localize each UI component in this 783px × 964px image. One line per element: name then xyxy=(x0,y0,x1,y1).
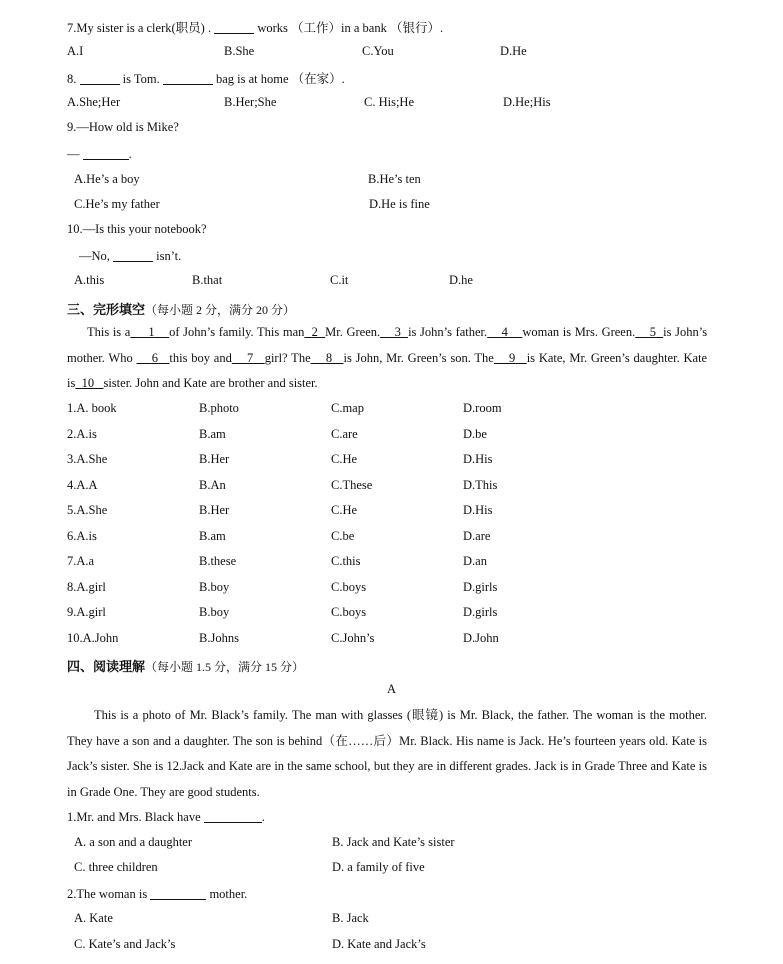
cloze-item-10-option-c[interactable]: C.John’s xyxy=(331,630,375,645)
q10-answer-part2: isn’t. xyxy=(153,249,182,263)
cloze-item-2-option-d[interactable]: D.be xyxy=(463,426,487,441)
passage-text: girl? The xyxy=(264,350,311,365)
cloze-item-9-option-d[interactable]: D.girls xyxy=(463,605,498,619)
rq2-option-d[interactable]: D. Kate and Jack’s xyxy=(332,937,426,951)
cloze-item-4-option-a[interactable]: 4.A.A xyxy=(67,477,98,492)
cloze-blank-1[interactable] xyxy=(130,325,169,339)
q8-stem-part2: bag is at home （在家）. xyxy=(212,72,345,86)
section-3-title: 三、完形填空 xyxy=(67,303,146,318)
blank-number: 7 xyxy=(247,350,254,365)
q9-option-d[interactable]: D.He is fine xyxy=(369,197,430,211)
cloze-item-6-option-a[interactable]: 6.A.is xyxy=(67,528,97,543)
cloze-blank-5[interactable] xyxy=(635,325,663,339)
cloze-blank-4[interactable] xyxy=(487,325,522,339)
reading-passage-text: This is a photo of Mr. Black’s family. The man with glasses (眼镜) is Mr. Black, the father. The woman is the mother. They have a son and a daughter. The son is behind（在……后）Mr. Black. His name is Jack. He’s fourteen years old. Kate is Jack’s sister. She is 12.Jack and Kate are in the same school, but they are in different grades. Jack is in Grade Three and Kate is in Grade One. They are good students. xyxy=(67,708,707,799)
rq2-option-c[interactable]: C. Kate’s and Jack’s xyxy=(74,937,176,951)
q10-answer-line xyxy=(79,248,181,264)
passage-text: sister. John and Kate are brother and sister. xyxy=(103,376,318,390)
blank-number: 3 xyxy=(394,325,401,339)
q8-option-b[interactable]: B.Her;She xyxy=(224,95,277,109)
rq1-option-b[interactable]: B. Jack and Kate’s sister xyxy=(332,835,455,849)
cloze-blank-2[interactable] xyxy=(304,325,325,339)
question-8-stem xyxy=(67,69,345,87)
q8-number: 8. xyxy=(67,72,77,86)
passage-text: of John’s family. This man xyxy=(169,325,305,339)
q7-option-a[interactable]: A.I xyxy=(67,44,84,58)
cloze-item-4-option-b[interactable]: B.An xyxy=(199,477,226,492)
question-7-stem xyxy=(67,18,443,36)
cloze-item-4-option-c[interactable]: C.These xyxy=(331,477,373,492)
blank-number: 10 xyxy=(81,376,95,390)
q9-answer-line xyxy=(67,146,132,162)
cloze-item-2-option-c[interactable]: C.are xyxy=(331,426,358,441)
cloze-item-1-option-a[interactable]: 1.A. book xyxy=(67,401,117,415)
q7-option-c[interactable]: C.You xyxy=(362,44,394,58)
rq1-stem-part2: . xyxy=(261,810,265,824)
rq1-option-d[interactable]: D. a family of five xyxy=(332,860,425,874)
q10-option-a[interactable]: A.this xyxy=(74,273,105,287)
passage-text: is John’s mother. Who xyxy=(67,325,708,365)
cloze-item-5-option-a[interactable]: 5.A.She xyxy=(67,503,108,517)
blank-number: 2 xyxy=(311,325,318,339)
blank-number: 5 xyxy=(649,325,656,339)
section-4-heading xyxy=(67,656,304,675)
reading-question-1 xyxy=(67,809,265,825)
q9-option-b[interactable]: B.He’s ten xyxy=(368,172,421,186)
section-4-note: （每小题 1.5 分，满分 15 分） xyxy=(145,660,305,674)
cloze-item-3-option-c[interactable]: C.He xyxy=(331,452,358,466)
passage-label: A xyxy=(386,682,397,696)
cloze-item-8-option-a[interactable]: 8.A.girl xyxy=(67,579,106,594)
cloze-item-5-option-b[interactable]: B.Her xyxy=(199,503,230,517)
cloze-item-7-option-d[interactable]: D.an xyxy=(463,554,487,568)
passage-text: is Kate, Mr. Green’s daughter. Kate is xyxy=(67,350,708,390)
cloze-item-6-option-d[interactable]: D.are xyxy=(463,528,491,543)
rq2-option-b[interactable]: B. Jack xyxy=(332,911,369,925)
blank-number: 8 xyxy=(325,350,333,365)
cloze-blank-10[interactable] xyxy=(75,376,103,390)
cloze-item-9-option-a[interactable]: 9.A.girl xyxy=(67,605,106,619)
cloze-item-10-option-d[interactable]: D.John xyxy=(463,630,499,645)
cloze-item-1-option-c[interactable]: C.map xyxy=(331,401,364,415)
cloze-item-1-option-d[interactable]: D.room xyxy=(463,401,502,415)
answer-blank[interactable] xyxy=(163,71,213,85)
answer-blank[interactable] xyxy=(150,886,206,900)
rq1-option-c[interactable]: C. three children xyxy=(74,860,158,874)
blank-number: 1 xyxy=(148,325,155,339)
passage-text: woman is Mrs. Green. xyxy=(522,325,636,339)
cloze-item-5-option-c[interactable]: C.He xyxy=(331,503,358,517)
cloze-blank-7[interactable] xyxy=(232,351,265,365)
q8-option-c[interactable]: C. His;He xyxy=(364,95,414,109)
rq2-stem-part2: mother. xyxy=(206,887,248,901)
q9-option-c[interactable]: C.He’s my father xyxy=(74,197,160,211)
cloze-item-8-option-d[interactable]: D.girls xyxy=(463,579,498,594)
q7-option-b[interactable]: B.She xyxy=(224,44,255,58)
cloze-item-6-option-c[interactable]: C.be xyxy=(331,528,355,543)
cloze-item-7-option-a[interactable]: 7.A.a xyxy=(67,554,95,568)
cloze-passage xyxy=(67,320,707,397)
q10-answer-part1: —No, xyxy=(79,249,114,263)
cloze-item-5-option-d[interactable]: D.His xyxy=(463,503,493,517)
cloze-item-2-option-a[interactable]: 2.A.is xyxy=(67,426,97,441)
q8-option-a[interactable]: A.She;Her xyxy=(67,95,121,109)
cloze-item-10-option-a[interactable]: 10.A.John xyxy=(67,630,119,645)
cloze-item-8-option-b[interactable]: B.boy xyxy=(199,579,230,594)
passage-text: this boy and xyxy=(169,350,232,365)
question-10-stem: 10.—Is this your notebook? xyxy=(67,222,207,236)
rq2-option-a[interactable]: A. Kate xyxy=(74,911,113,925)
rq2-stem-part1: 2.The woman is xyxy=(67,887,151,901)
blank-number: 4 xyxy=(501,325,508,339)
cloze-item-3-option-b[interactable]: B.Her xyxy=(199,452,230,466)
q10-option-d[interactable]: D.he xyxy=(449,273,473,287)
section-3-note: （每小题 2 分，满分 20 分） xyxy=(145,303,296,317)
cloze-item-10-option-b[interactable]: B.Johns xyxy=(199,630,239,645)
q8-option-d[interactable]: D.He;His xyxy=(503,95,551,109)
cloze-item-9-option-b[interactable]: B.boy xyxy=(199,605,230,619)
answer-blank[interactable] xyxy=(80,71,120,85)
cloze-blank-3[interactable] xyxy=(380,325,408,339)
q7-option-d[interactable]: D.He xyxy=(500,44,527,58)
cloze-item-4-option-d[interactable]: D.This xyxy=(463,477,498,492)
question-9-stem: 9.—How old is Mike? xyxy=(67,120,179,134)
passage-text: is John, Mr. Green’s son. The xyxy=(343,350,494,365)
rq1-option-a[interactable]: A. a son and a daughter xyxy=(74,835,193,849)
rq1-stem-part1: 1.Mr. and Mrs. Black have xyxy=(67,810,204,824)
cloze-blank-9[interactable] xyxy=(494,351,527,365)
cloze-item-3-option-a[interactable]: 3.A.She xyxy=(67,452,108,466)
q10-option-b[interactable]: B.that xyxy=(192,273,223,287)
q9-period: . xyxy=(128,147,132,161)
cloze-item-1-option-b[interactable]: B.photo xyxy=(199,401,239,415)
q8-stem-part1: is Tom. xyxy=(119,72,163,86)
cloze-item-8-option-c[interactable]: C.boys xyxy=(331,579,367,594)
cloze-item-2-option-b[interactable]: B.am xyxy=(199,426,226,441)
answer-blank[interactable] xyxy=(113,248,153,262)
blank-number: 9 xyxy=(509,350,516,365)
q9-dash: — xyxy=(67,147,83,161)
cloze-item-6-option-b[interactable]: B.am xyxy=(199,528,226,543)
section-4-title: 四、阅读理解 xyxy=(67,660,146,675)
answer-blank[interactable] xyxy=(83,146,129,160)
cloze-blank-6[interactable] xyxy=(137,351,170,365)
reading-passage xyxy=(67,703,707,805)
q9-option-a[interactable]: A.He’s a boy xyxy=(74,172,140,186)
passage-text: This is a xyxy=(87,325,131,339)
answer-blank[interactable] xyxy=(214,20,254,34)
q7-stem-part2: works （工作）in a bank （银行）. xyxy=(254,21,444,35)
cloze-blank-8[interactable] xyxy=(311,351,344,365)
cloze-item-3-option-d[interactable]: D.His xyxy=(463,452,493,466)
passage-text: Mr. Green. xyxy=(325,325,381,339)
reading-question-2 xyxy=(67,886,247,902)
cloze-item-7-option-c[interactable]: C.this xyxy=(331,554,361,568)
cloze-item-9-option-c[interactable]: C.boys xyxy=(331,605,367,619)
q7-stem-part1: 7.My sister is a clerk(职员) . xyxy=(67,21,215,35)
blank-number: 6 xyxy=(151,350,158,365)
cloze-item-7-option-b[interactable]: B.these xyxy=(199,554,237,568)
section-3-heading xyxy=(67,299,295,318)
answer-blank[interactable] xyxy=(204,809,262,823)
passage-text: is John’s father. xyxy=(408,325,488,339)
q10-option-c[interactable]: C.it xyxy=(330,273,349,287)
